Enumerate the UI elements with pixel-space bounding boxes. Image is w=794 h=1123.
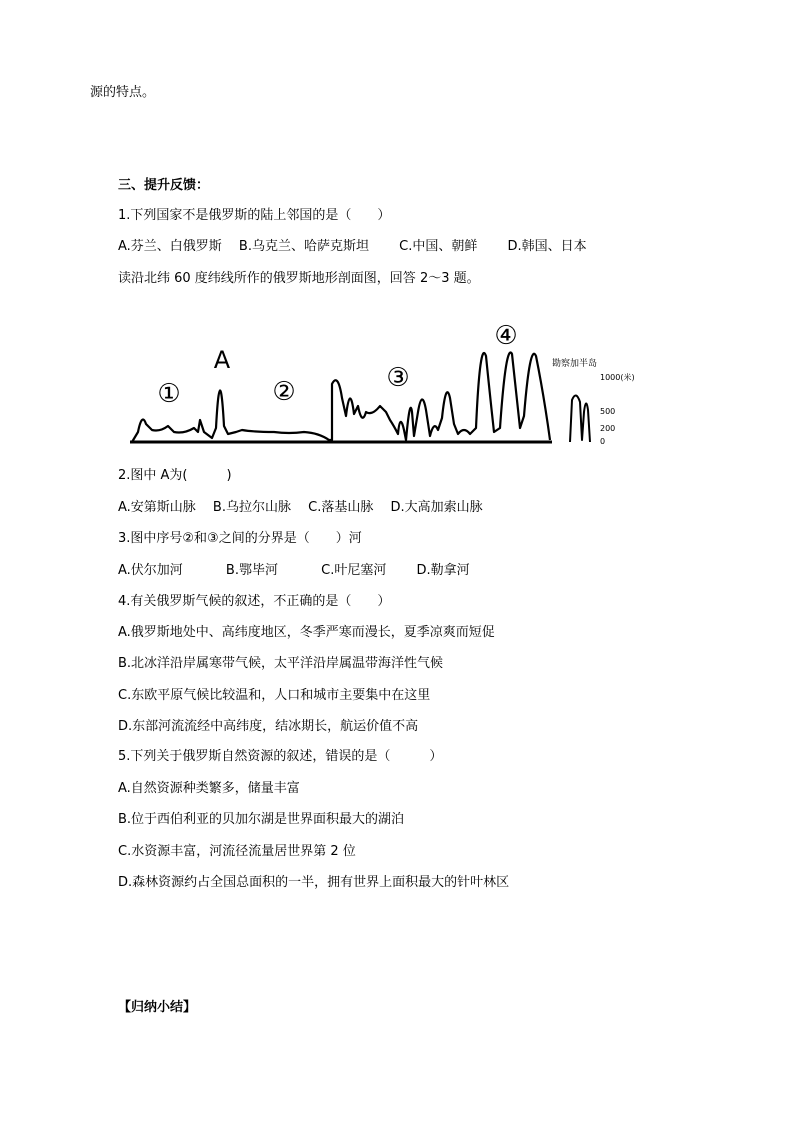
region-4-label: ④ [494, 321, 518, 351]
legend-tick-0: 0 [600, 437, 606, 446]
q5-option-a: A.自然资源种类繁多，储量丰富 [118, 781, 300, 796]
point-a-label: A [213, 346, 231, 374]
figure-prompt: 读沿北纬 60 度纬线所作的俄罗斯地形剖面图，回答 2～3 题。 [118, 271, 480, 286]
q5-option-c: C.水资源丰富，河流径流量居世界第 2 位 [118, 844, 356, 859]
section-title: 三、提升反馈： [118, 178, 210, 193]
legend-tick-200: 200 [600, 424, 616, 433]
region-3-label: ③ [386, 363, 410, 393]
q5-option-d: D.森林资源约占全国总面积的一半，拥有世界上面积最大的针叶林区 [118, 875, 510, 890]
legend-title: 勘察加半岛 [552, 359, 598, 369]
q4-option-b: B.北冰洋沿岸属寒带气候，太平洋沿岸属温带海洋性气候 [118, 656, 444, 671]
q4-option-c: C.东欧平原气候比较温和，人口和城市主要集中在这里 [118, 688, 431, 703]
region-2-label: ② [272, 377, 296, 407]
terrain-profile-figure [124, 316, 635, 450]
region-1-label: ① [157, 379, 181, 409]
legend-tick-1000: 1000(米) [600, 373, 635, 382]
q4-stem: 4.有关俄罗斯气候的叙述，不正确的是（ ） [118, 594, 391, 609]
terrain-profile-line [132, 353, 550, 442]
q4-option-d: D.东部河流流经中高纬度，结冰期长，航运价值不高 [118, 719, 419, 734]
q3-options: A.伏尔加河 B.鄂毕河 C.叶尼塞河 D.勒拿河 [118, 563, 470, 578]
q4-option-a: A.俄罗斯地处中、高纬度地区，冬季严寒而漫长，夏季凉爽而短促 [118, 625, 495, 640]
legend-tick-500: 500 [600, 407, 616, 416]
intro-tail-text: 源的特点。 [90, 85, 156, 100]
kamchatka-profile [570, 395, 590, 442]
summary-title: 【归纳小结】 [118, 1000, 197, 1015]
q5-option-b: B.位于西伯利亚的贝加尔湖是世界面积最大的湖泊 [118, 812, 405, 827]
q1-stem: 1.下列国家不是俄罗斯的陆上邻国的是（ ） [118, 208, 391, 223]
q5-stem: 5.下列关于俄罗斯自然资源的叙述，错误的是（ ） [118, 749, 443, 764]
q3-stem: 3.图中序号②和③之间的分界是（ ）河 [118, 531, 362, 546]
q2-options: A.安第斯山脉 B.乌拉尔山脉 C.落基山脉 D.大高加索山脉 [118, 500, 483, 515]
q1-options: A.芬兰、白俄罗斯 B.乌克兰、哈萨克斯坦 C.中国、朝鲜 D.韩国、日本 [118, 239, 587, 254]
q2-stem: 2.图中 A为( ) [118, 468, 232, 483]
